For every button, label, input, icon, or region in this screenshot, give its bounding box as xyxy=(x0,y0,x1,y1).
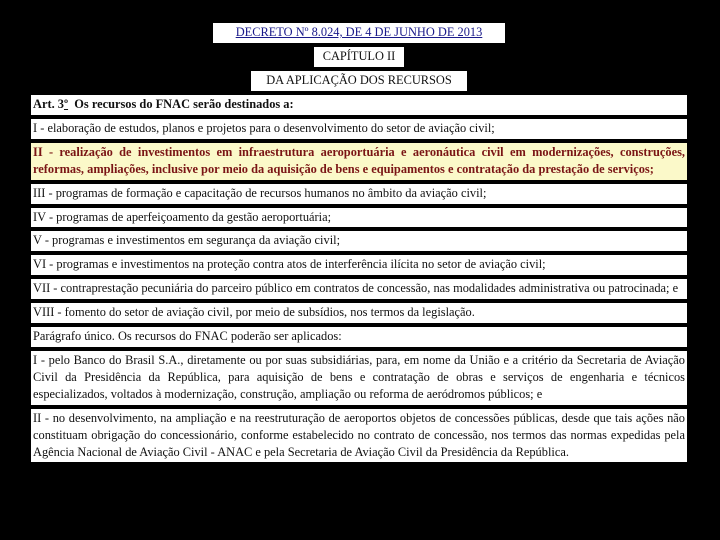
chapter-heading: CAPÍTULO II xyxy=(314,47,404,67)
section-heading: DA APLICAÇÃO DOS RECURSOS xyxy=(251,71,467,91)
item-vii: VII - contraprestação pecuniária do parceiro público em contratos de concessão, nas modalidades administrativa ou patrocinada; e xyxy=(31,279,687,299)
decree-document xyxy=(31,23,687,462)
paragraph-item-ii: II - no desenvolvimento, na ampliação e na reestruturação de aeroportos objetos de concessões públicas, desde que tais ações não constituam obrigação do concessionário, conforme estabelecido no contrato de concessão, nos termos das normas expedidas pela Agência Nacional de Aviação Civil - ANAC e pela Secretaria de Aviação Civil da Presidência da República. xyxy=(31,409,687,463)
article-number: Art. 3 xyxy=(33,97,64,111)
item-viii: VIII - fomento do setor de aviação civil, por meio de subsídios, nos termos da legislação. xyxy=(31,303,687,323)
item-i: I - elaboração de estudos, planos e projetos para o desenvolvimento do setor de aviação civil; xyxy=(31,119,687,139)
article-ordinal: º xyxy=(63,97,69,111)
item-vi: VI - programas e investimentos na proteção contra atos de interferência ilícita no setor de aviação civil; xyxy=(31,255,687,275)
paragraph-item-i: I - pelo Banco do Brasil S.A., diretamente ou por suas subsidiárias, para, em nome da União e a critério da Secretaria de Aviação Civil da Presidência da República, para aquisição de bens e contratação de obras e serviços de engenharia e técnicos especializados, voltados à modernização, construção, ampliação ou reforma de aeródromos públicos; e xyxy=(31,351,687,405)
article-text: Os recursos do FNAC serão destinados a: xyxy=(74,97,294,111)
article-heading xyxy=(31,95,687,115)
item-v: V - programas e investimentos em segurança da aviação civil; xyxy=(31,231,687,251)
item-iii: III - programas de formação e capacitação de recursos humanos no âmbito da aviação civil; xyxy=(31,184,687,204)
decree-title: DECRETO Nº 8.024, DE 4 DE JUNHO DE 2013 xyxy=(213,23,505,43)
item-iv: IV - programas de aperfeiçoamento da gestão aeroportuária; xyxy=(31,208,687,228)
paragraph-unico: Parágrafo único. Os recursos do FNAC poderão ser aplicados: xyxy=(31,327,687,347)
item-ii-highlighted: II - realização de investimentos em infraestrutura aeroportuária e aeronáutica civil em modernizações, construções, reformas, ampliações, inclusive por meio da aquisição de bens e equipamentos e contratação da prestação de serviços; xyxy=(31,143,687,180)
